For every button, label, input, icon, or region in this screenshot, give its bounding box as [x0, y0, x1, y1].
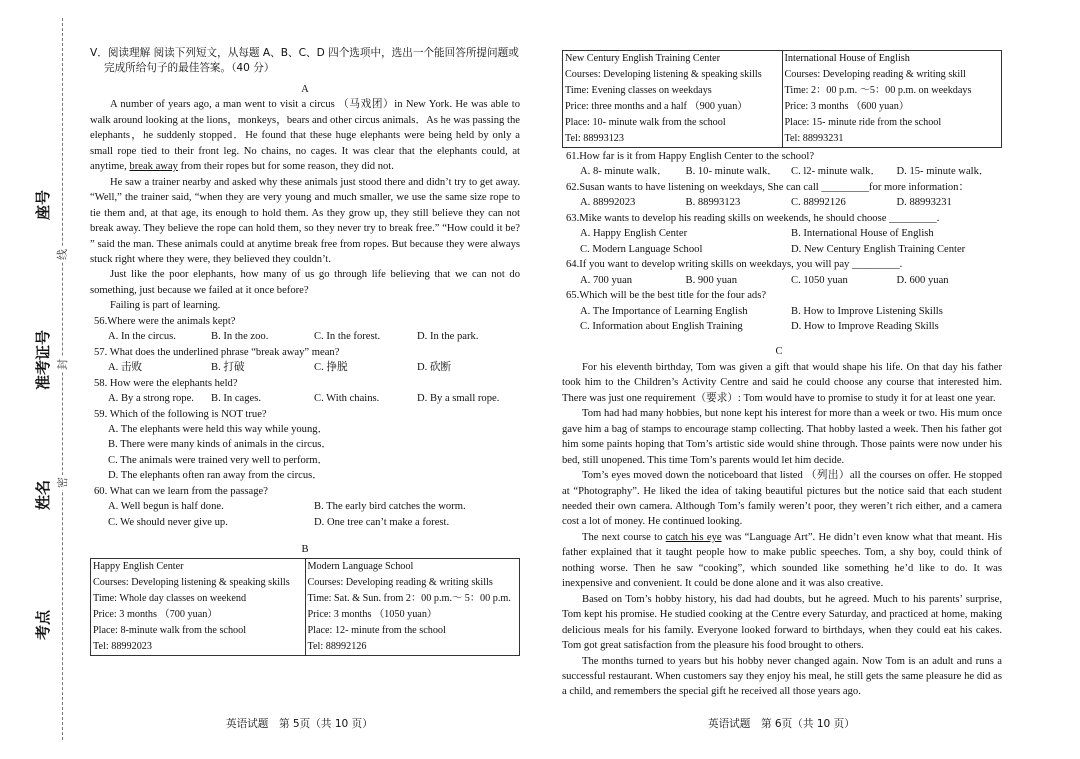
answer-option: B. In the zoo.	[211, 331, 269, 343]
answer-option: B. 10- minute walk．	[685, 166, 778, 178]
answer-option: D. One tree can’t make a forest.	[314, 516, 450, 528]
seal-mark-secret: 密	[56, 477, 69, 488]
answer-option: D. 88993231	[896, 197, 952, 209]
section-instruction-1: 阅读下列短文，从每题 A、B、C、D 四个选项中，选出一个能回答所提问题或	[153, 47, 519, 59]
table-cell: Place: 10- minute walk from the school	[563, 115, 782, 131]
table-row	[91, 639, 519, 655]
table-row	[91, 607, 519, 623]
table-row	[563, 99, 1001, 115]
table-cell: Courses: Developing reading & writing skills	[307, 576, 493, 588]
question-stem: 65.Which will be the best title for the four ads?	[566, 290, 767, 302]
answer-option: C. 1050 yuan	[791, 274, 848, 286]
answer-option: C. We should never give up.	[108, 516, 228, 528]
answer-option: A. 击败	[108, 362, 143, 374]
answer-option: D. 砍断	[417, 362, 452, 374]
answer-option: A. 88992023	[580, 197, 636, 209]
passage-a-paragraph: He saw a trainer nearby and asked why these animals just stood there and didn’t try to get away. “Well,” the trainer said, “when they are very young and much smaller, we use the same size rope to tie them and, at that age, its enough to hold them. As they grow up, they still believe they can not break away. They believe the rope can hold them, so they never try to break free.” “How could it be? ” said the man. These animals could at anytime break free from ropes. But because they were always stuck right where they were, they believed they couldn’t.	[90, 176, 520, 265]
answer-option: A. The elephants were held this way while young．	[108, 423, 329, 435]
table-cell: New Century English Training Center	[563, 51, 782, 67]
page-6	[562, 50, 1002, 700]
answer-option: B. There were many kinds of animals in the circus．	[108, 439, 332, 451]
table-cell: Price: 3 months （1050 yuan）	[307, 608, 438, 620]
question-stem: 61.How far is it from Happy English Center to the school?	[566, 151, 815, 162]
page-footer-6: 英语试题 第 6页（共 10 页）	[708, 718, 855, 730]
binding-margin	[0, 0, 80, 759]
table-row	[91, 575, 519, 591]
passage-c	[562, 360, 1002, 700]
answer-option: A. Well begun is half done.	[108, 501, 224, 513]
passage-a-paragraph: Failing is part of learning.	[110, 300, 221, 312]
answer-option: B. In cages.	[211, 393, 262, 405]
answer-option: A. The Importance of Learning English	[580, 305, 748, 317]
questions-b	[562, 149, 1002, 334]
table-cell: Time: 2：00 p.m. ～5：00 p.m. on weekdays	[784, 85, 972, 96]
question-stem: 64.If you want to develop writing skills on weekdays, you will pay _________.	[566, 259, 903, 271]
answer-option: B. How to Improve Listening Skills	[791, 305, 943, 317]
table-cell: Place: 8-minute walk from the school	[91, 623, 305, 639]
table-cell: Tel: 88993231	[784, 133, 844, 144]
table-cell: Price: 3 months （700 yuan）	[91, 607, 305, 623]
question-stem: 58. How were the elephants held?	[94, 377, 238, 389]
answer-option: A. 8- minute walk．	[580, 166, 668, 178]
table-row	[91, 623, 519, 639]
passage-a-label: A	[301, 84, 309, 95]
passage-c-paragraph: The next course to catch his eye was “Language Art”. He didn’t even know what that meant. His father explained that it taught people how to make public speeches. Tom, a shy boy, could think of nothing worse. Then he saw “cooking”, which sounded like something he’d like to do. It was inexpensive and convenient. It could be done alone and it was also creative.	[562, 531, 1002, 590]
underlined-phrase: catch his eye	[665, 531, 722, 543]
admission-number-label: 准考证号	[34, 329, 52, 390]
passage-c-paragraph: The months turned to years but his hobby never changed again. Now Tom is an adult and runs a successful restaurant. When customers say they enjoy his meal, he still gets the same pleasure he did as a child, and remembers the special gift he received all those years ago.	[562, 655, 1002, 698]
table-cell: Time: Evening classes on weekdays	[563, 83, 782, 99]
table-row	[91, 591, 519, 607]
table-row	[563, 67, 1001, 83]
table-cell: Tel: 88992023	[91, 639, 305, 655]
answer-option: C. Modern Language School	[580, 243, 703, 255]
table-cell: Courses: Developing reading & writing skill	[784, 69, 966, 80]
table-cell: Tel: 88993123	[563, 131, 782, 147]
table-cell: International House of English	[784, 53, 910, 64]
section-instruction-2: 完成所给句子的最佳答案。（40 分）	[104, 62, 275, 74]
table-cell: Courses: Developing listening & speaking skills	[563, 67, 782, 83]
table-cell: Price: three months and a half （900 yuan）	[563, 99, 782, 115]
answer-option: D. By a small rope.	[417, 393, 500, 405]
answer-option: B. 88993123	[685, 197, 741, 209]
answer-option: C. In the forest.	[314, 331, 381, 343]
question-stem: 56.Where were the animals kept?	[94, 315, 236, 327]
answer-option: B. 900 yuan	[685, 274, 737, 286]
answer-option: C. Information about English Training	[580, 320, 743, 332]
answer-option: D. 15- minute walk．	[896, 166, 990, 178]
answer-option: C. 挣脱	[314, 362, 348, 374]
answer-option: D. How to Improve Reading Skills	[791, 320, 939, 332]
answer-option: C. 88992126	[791, 197, 846, 209]
table-cell: Place: 12- minute from the school	[307, 624, 446, 636]
table-row	[563, 131, 1001, 147]
answer-option: C. With chains.	[314, 393, 380, 405]
passage-c-paragraph: For his eleventh birthday, Tom was given a gift that would shape his life. On that day his father took him to the Children’s Activity Centre and said he could choose any course that interested him. There was just one requirement（要求）: Tom would have to promise to study it for at least one year.	[562, 361, 1002, 404]
question-stem: 62.Susan wants to have listening on weekdays, She can call _________for more information：	[566, 181, 970, 193]
table-cell: Price: 3 months （600 yuan）	[784, 101, 910, 112]
answer-option: A. Happy English Center	[580, 228, 688, 240]
passage-c-paragraph: Tom had had many hobbies, but none kept his interest for more than a week or two. His mum once gave him a bag of stamps to encourage stamp collecting. That hobby lasted a week. Then his father got him some paints hoping that Tom’s artistic side would shine through. Those paints were now under his bed, still unopened. This time Tom’s parents would let him decide.	[562, 408, 1002, 466]
passage-b-label: B	[301, 544, 309, 556]
ad-table-right	[562, 50, 1002, 148]
answer-option: D. New Century English Training Center	[791, 243, 966, 255]
question-stem: 60. What can we learn from the passage?	[94, 485, 268, 497]
answer-option: A. 700 yuan	[580, 274, 633, 286]
table-row	[91, 559, 519, 575]
passage-c-label: C	[775, 346, 783, 358]
name-label: 姓名	[34, 479, 52, 510]
seal-dashed-line	[62, 18, 63, 740]
answer-option: B. The early bird catches the worm.	[314, 501, 466, 513]
answer-option: B. 打破	[211, 362, 245, 374]
questions-a	[90, 314, 520, 530]
passage-a-paragraph: Just like the poor elephants, how many of us go through life believing that we can not do something, just because we failed at it once before?	[90, 269, 520, 296]
table-cell: Time: Sat. & Sun. from 2：00 p.m.～ 5：00 p.m.	[307, 592, 511, 604]
table-cell: Modern Language School	[307, 560, 414, 572]
seal-mark-line: 线	[56, 249, 69, 260]
passage-c-paragraph: Based on Tom’s hobby history, his dad had doubts, but he agreed. Much to his parents’ surprise, Tom kept his promise. He studied cooking at the Centre every Saturday, and practiced at home, making delicious meals for his family. Everyone looked forward to birthdays, when they could eat his cakes. Tom got great satisfaction from the pleasure his food brought to others.	[562, 593, 1002, 652]
table-row	[563, 51, 1001, 67]
section-heading: V．阅读理解	[90, 47, 151, 59]
question-stem: 63.Mike wants to develop his reading skills on weekends, he should choose _________.	[566, 212, 940, 224]
question-stem: 59. Which of the following is NOT true?	[94, 408, 267, 420]
passage-c-paragraph: Tom’s eyes moved down the noticeboard that listed （列出）all the courses on offer. He stopped at “Photography”. He liked the idea of taking beautiful pictures but the notice said that each student needed their own camera. Although Tom’s family weren’t poor, they weren’t rich either, and a camera cost a lot of money. He continued looking.	[562, 470, 1002, 528]
underlined-phrase: break away	[129, 161, 178, 173]
table-cell: Happy English Center	[91, 559, 305, 575]
table-row	[563, 115, 1001, 131]
table-cell: Time: Whole day classes on weekend	[91, 591, 305, 607]
seal-mark-seal: 封	[56, 359, 69, 370]
question-stem: 57. What does the underlined phrase “break away” mean?	[94, 346, 340, 358]
answer-option: B. International House of English	[791, 228, 934, 240]
seat-number-label: 座号	[34, 189, 52, 220]
exam-site-label: 考点	[34, 609, 52, 640]
table-cell: Tel: 88992126	[307, 640, 367, 652]
page-5	[90, 46, 520, 656]
answer-option: C. The animals were trained very well to perform．	[108, 454, 329, 466]
section-title	[90, 46, 520, 76]
passage-a-paragraph: A number of years ago, a man went to visit a circus （马戏团）in New York. He was able to walk around looking at the lions，monkeys，bears and other circus animals．As he was passing the elephants，he suddenly stopped．He found that these huge elephants were being held by only a small rope tied to their front leg. No chains, no cages. It was clear that the elephants could, at anytime, break away from their ropes but for some reason, they did not.	[90, 99, 520, 173]
answer-option: A. By a strong rope.	[108, 393, 194, 405]
table-cell: Courses: Developing listening & speaking skills	[91, 575, 305, 591]
answer-option: D. In the park.	[417, 331, 479, 343]
table-cell: Place: 15- minute ride from the school	[784, 117, 942, 128]
answer-option: C. l2- minute walk．	[791, 166, 882, 178]
page-footer-5: 英语试题 第 5页（共 10 页）	[226, 718, 373, 730]
ad-table-left	[90, 558, 520, 656]
table-row	[563, 83, 1001, 99]
answer-option: D. The elephants often ran away from the circus．	[108, 470, 323, 482]
answer-option: D. 600 yuan	[896, 274, 949, 286]
answer-option: A. In the circus.	[108, 331, 176, 343]
